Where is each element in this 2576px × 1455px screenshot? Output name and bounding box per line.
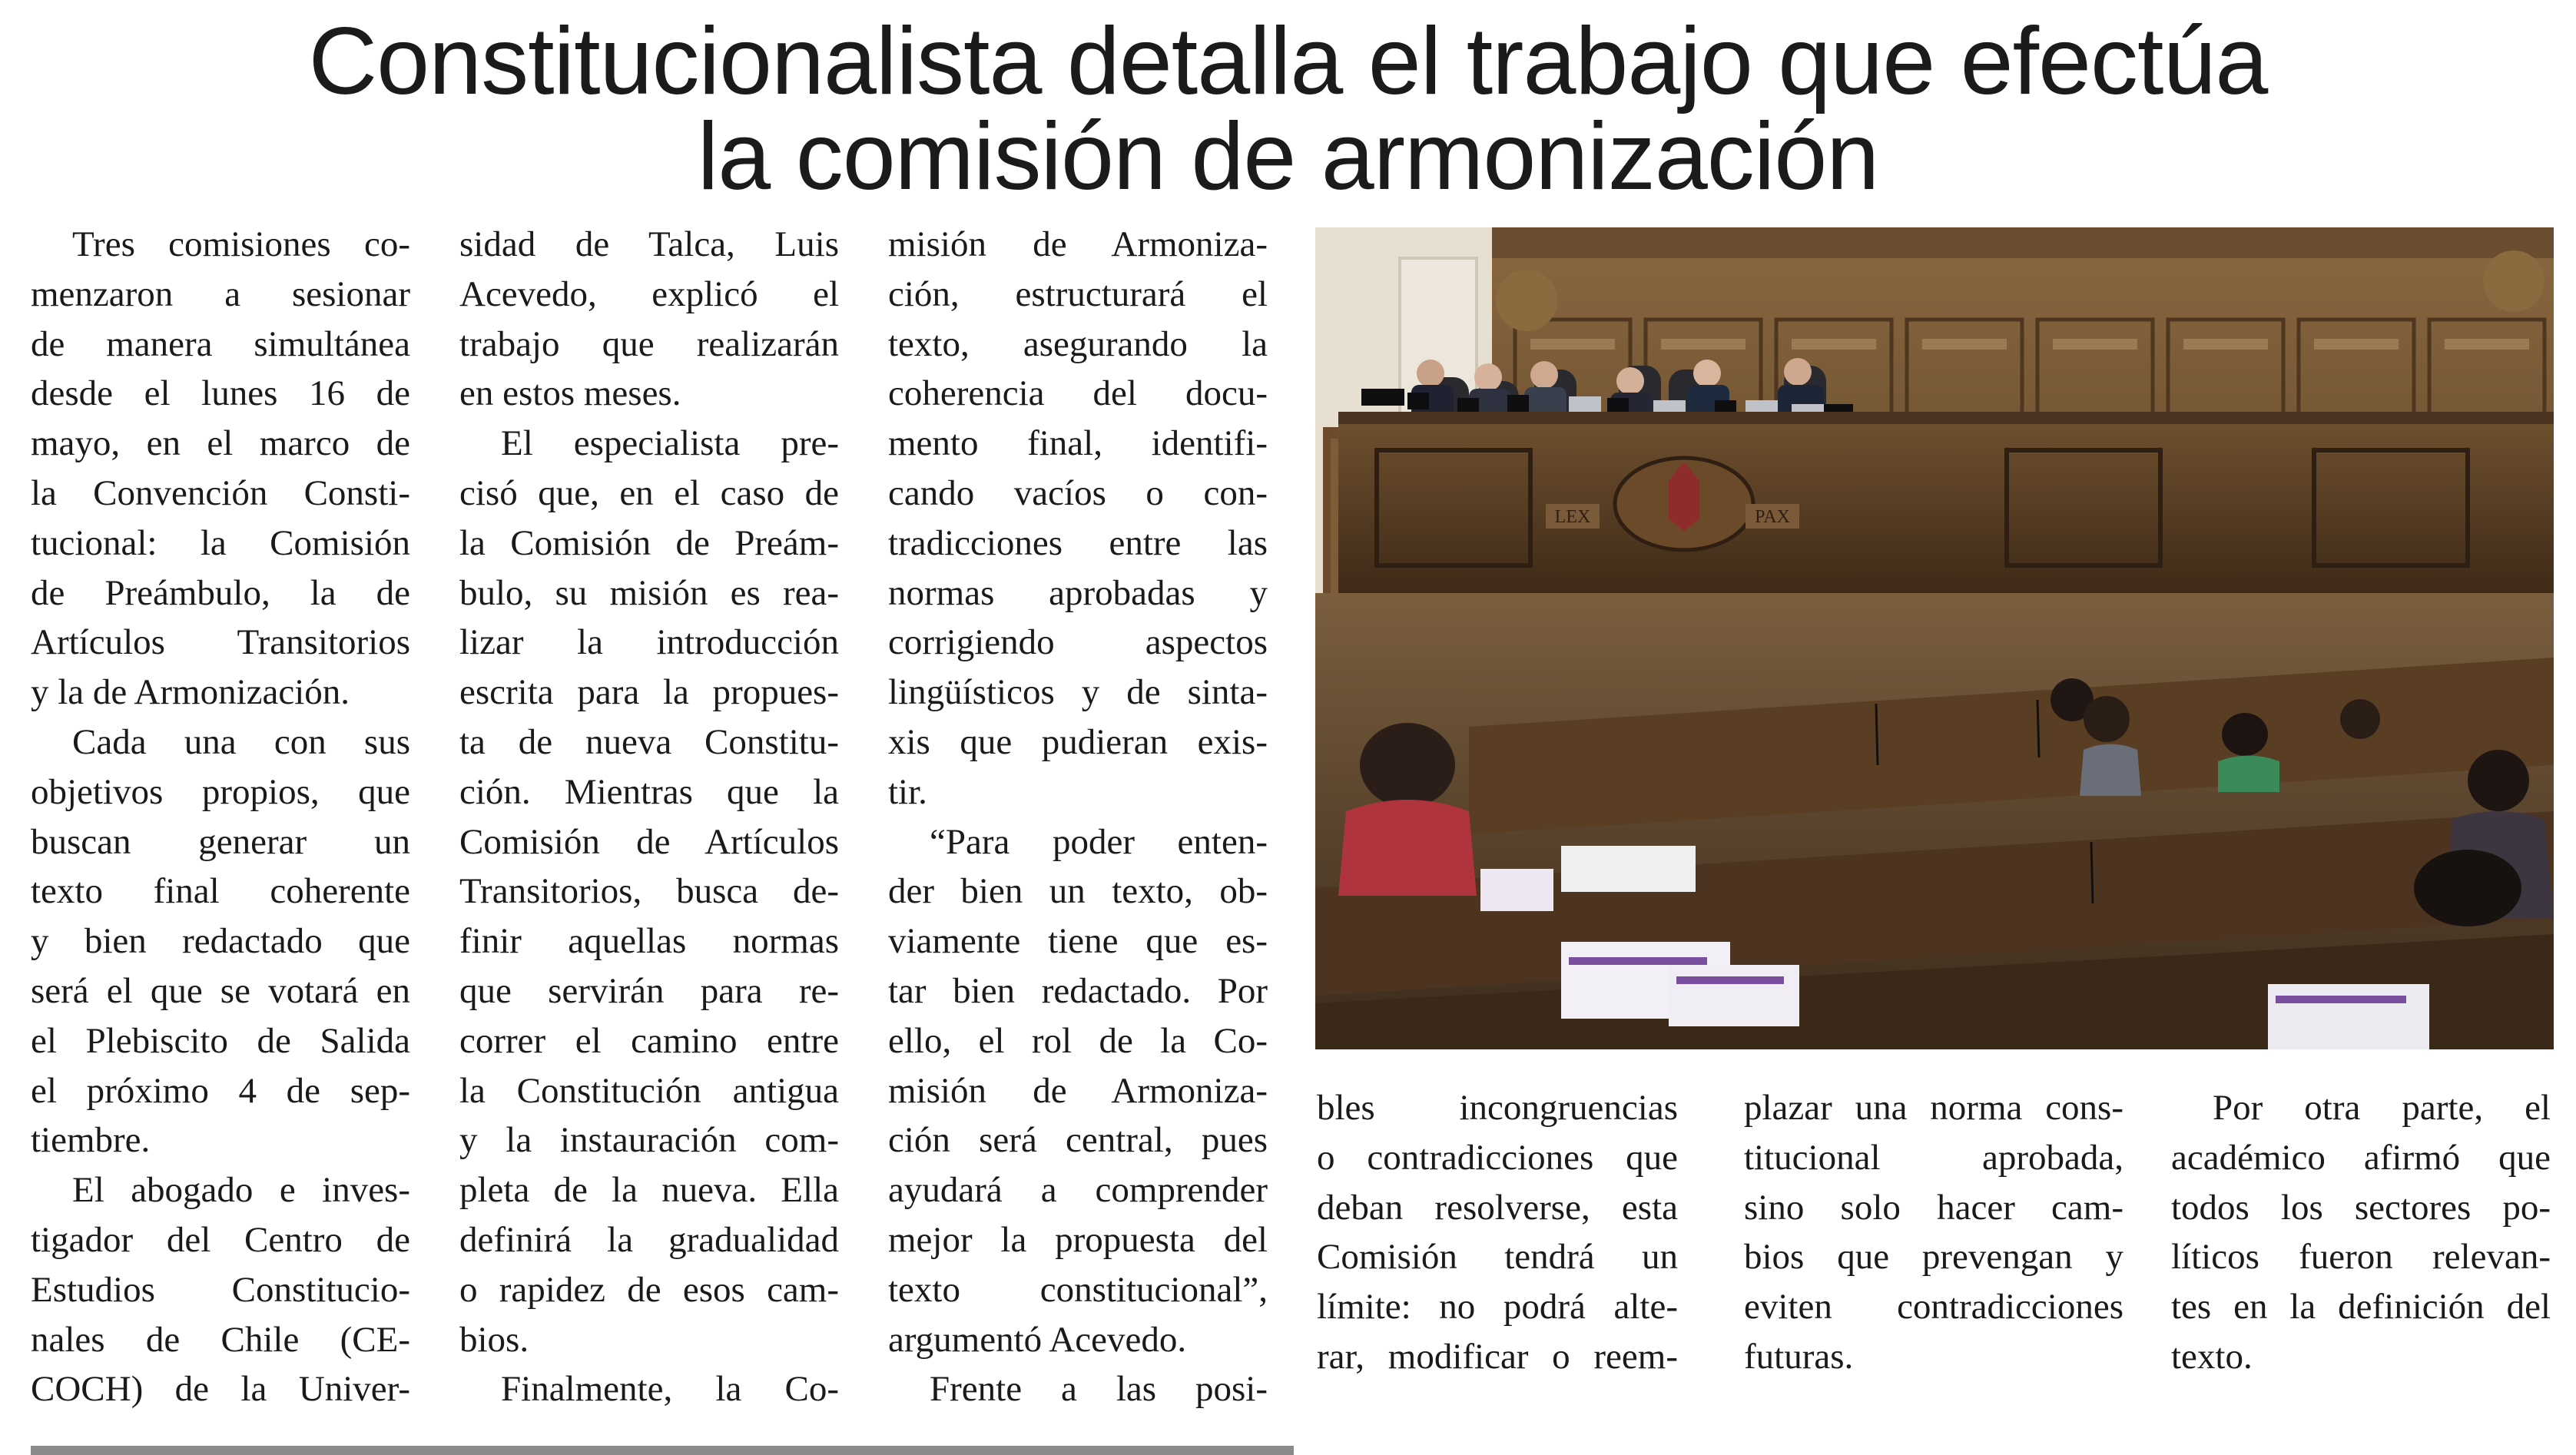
text-line: definirá la gradualidad [459,1219,839,1260]
text-line: tiembre. [31,1120,151,1161]
text-line: ción. Mientras que la [459,771,839,812]
text-line: tir. [888,771,927,812]
text-line: ta de nueva Constitu- [459,721,839,762]
text-line: bulo, su misión es rea- [459,572,839,613]
text-line: Comisión tendrá un [1317,1237,1678,1278]
text-line: sino solo hacer cam- [1744,1187,2123,1228]
text-line: menzaron a sesionar [31,273,410,314]
headline [0,8,2576,210]
text-line: el próximo 4 de sep- [31,1070,410,1111]
text-line: plazar una norma cons- [1744,1088,2123,1128]
text-line: lizar la introducción [459,622,839,663]
text-column-5 [1744,1083,2123,1382]
text-line: objetivos propios, que [31,771,410,812]
text-line: mejor la propuesta del [888,1219,1268,1260]
text-column-3 [888,220,1268,1414]
text-line: o contradicciones que [1317,1137,1678,1178]
text-line: pleta de la nueva. Ella [459,1170,839,1211]
text-line: texto constitucional”, [888,1269,1268,1310]
text-line: de manera simultánea [31,323,410,364]
text-line: tucional: la Comisión [31,522,410,563]
text-line: tes en la definición del [2171,1287,2551,1327]
text-line: viamente tiene que es- [888,921,1268,962]
text-line: argumentó Acevedo. [888,1319,1187,1360]
text-line: bios. [459,1319,529,1360]
text-line: correr el camino entre [459,1020,839,1061]
text-line: xis que pudieran exis- [888,721,1268,762]
text-line: corrigiendo aspectos [888,622,1268,663]
text-line: escrita para la propues- [459,672,839,713]
text-line: mento final, identifi- [888,423,1268,464]
session-photo [1315,227,2554,1049]
text-line: COCH) de la Univer- [31,1369,410,1410]
text-line: de Preámbulo, la de [31,572,410,613]
text-line: texto final coherente [31,871,410,912]
text-line: la Constitución antigua [459,1070,839,1111]
text-line: Estudios Constitucio- [31,1269,410,1310]
text-line: y bien redactado que [31,921,410,962]
text-line: cisó que, en el caso de [459,472,839,513]
text-line: ayudará a comprender [888,1170,1268,1211]
text-line: sidad de Talca, Luis [459,224,839,264]
text-line: Cada una con sus [72,721,410,762]
text-line: será el que se votará en [31,970,410,1011]
text-line: tigador del Centro de [31,1219,410,1260]
text-line: nales de Chile (CE- [31,1319,410,1360]
text-line: académico afirmó que [2171,1137,2551,1178]
text-line: Comisión de Artículos [459,821,839,862]
text-line: texto. [2171,1336,2253,1377]
text-line: en estos meses. [459,373,681,414]
text-line: titucional aprobada, [1744,1137,2123,1178]
panel-lettering-pax: PAX [1755,507,1790,527]
text-line: desde el lunes 16 de [31,373,410,414]
text-line: la Comisión de Preám- [459,522,839,563]
text-line: todos los sectores po- [2171,1187,2551,1228]
text-line: misión de Armoniza- [888,224,1268,264]
text-line: límite: no podrá alte- [1317,1287,1678,1327]
text-line: Transitorios, busca de- [459,871,839,912]
text-line: trabajo que realizarán [459,323,839,364]
text-line: rar, modificar o reem- [1317,1336,1678,1377]
text-line: ello, el rol de la Co- [888,1020,1268,1061]
text-line: y la instauración com- [459,1120,839,1161]
text-line: buscan generar un [31,821,410,862]
text-column-2 [459,220,839,1414]
text-line: Artículos Transitorios [31,622,410,663]
headline-line-2: la comisión de armonización [697,104,1879,210]
text-line: Acevedo, explicó el [459,273,839,314]
panel-lettering-lex: LEX [1554,507,1591,527]
headline-line-1: Constitucionalista detalla el trabajo que efectúa [308,8,2268,114]
text-line: normas aprobadas y [888,572,1268,613]
text-line: líticos fueron relevan- [2171,1237,2551,1278]
text-line: lingüísticos y de sinta- [888,672,1268,713]
text-line: coherencia del docu- [888,373,1268,414]
text-line: tradicciones entre las [888,522,1268,563]
text-line: la Convención Consti- [31,472,410,513]
text-line: futuras. [1744,1336,1854,1377]
text-line: El abogado e inves- [72,1170,410,1211]
text-line: Tres comisiones co- [72,224,410,264]
text-line: que servirán para re- [459,970,839,1011]
text-line: ción, estructurará el [888,273,1268,314]
text-line: der bien un texto, ob- [888,871,1268,912]
session-photo-illustration [1315,227,2554,1049]
text-line: misión de Armoniza- [888,1070,1268,1111]
text-line: o rapidez de esos cam- [459,1269,839,1310]
text-line: Finalmente, la Co- [501,1369,839,1410]
text-column-4 [1317,1083,1678,1382]
text-column-6 [2171,1083,2551,1382]
text-line: ción será central, pues [888,1120,1268,1161]
text-line: deban resolverse, esta [1317,1187,1678,1228]
text-line: “Para poder enten- [930,821,1268,862]
bottom-rule [31,1446,1294,1455]
text-line: el Plebiscito de Salida [31,1020,410,1061]
text-line: bios que prevengan y [1744,1237,2123,1278]
text-line: eviten contradicciones [1744,1287,2123,1327]
text-line: Por otra parte, el [2213,1088,2551,1128]
text-line: y la de Armonización. [31,672,350,713]
text-column-1 [31,220,410,1414]
text-line: texto, asegurando la [888,323,1268,364]
text-line: mayo, en el marco de [31,423,410,464]
text-line: bles incongruencias [1317,1088,1678,1128]
text-line: El especialista pre- [501,423,839,464]
text-line: Frente a las posi- [930,1369,1268,1410]
text-line: tar bien redactado. Por [888,970,1268,1011]
text-line: finir aquellas normas [459,921,839,962]
text-line: cando vacíos o con- [888,472,1268,513]
